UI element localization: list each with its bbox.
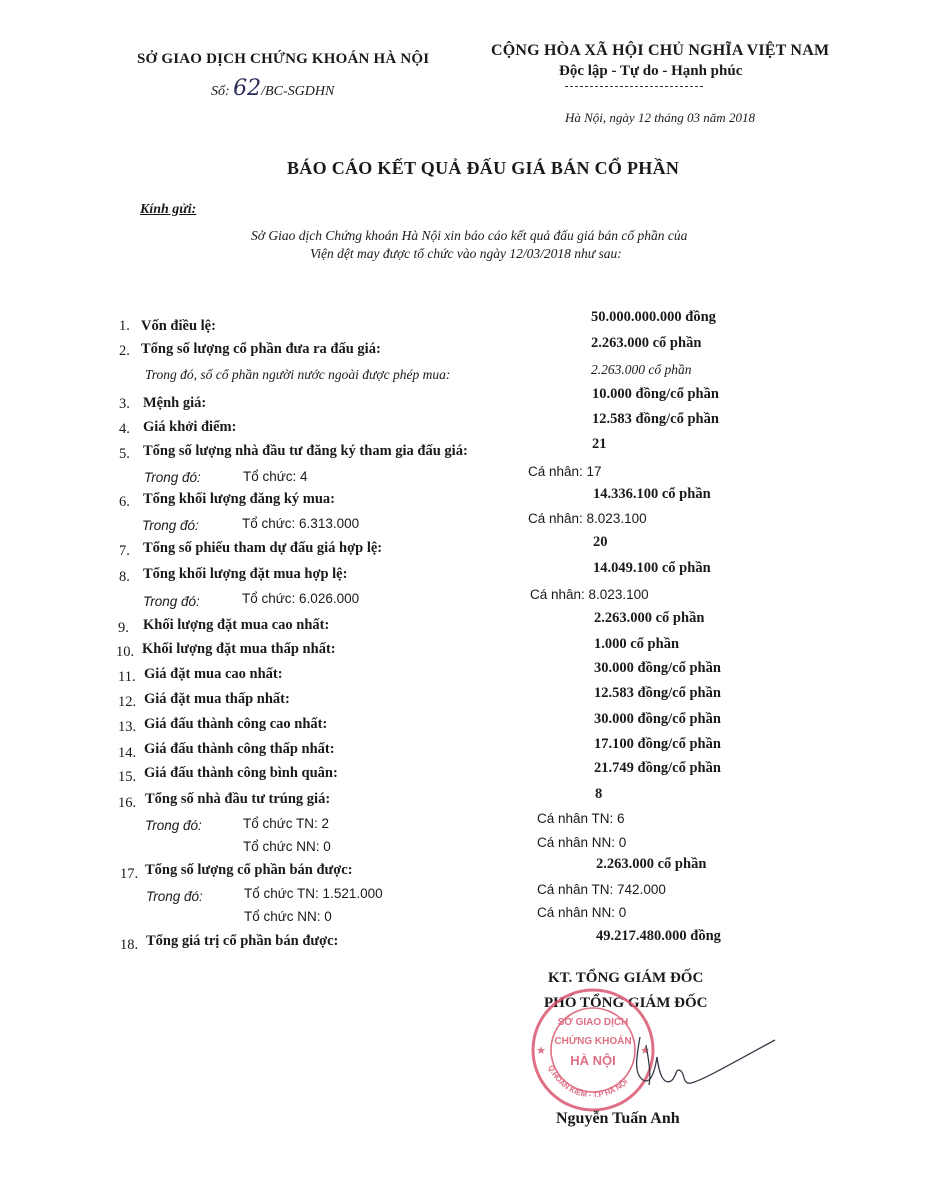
country-name: CỘNG HÒA XÃ HỘI CHỦ NGHĨA VIỆT NAM [491,42,830,59]
item-value: 12.583 đồng/cổ phần [594,685,721,701]
item-value: 14.049.100 cổ phần [593,560,711,576]
item-number: 10. [116,644,135,660]
item-label: Giá đấu thành công bình quân: [144,765,338,781]
intro-line-1: Sở Giao dịch Chứng khoán Hà Nội xin báo cáo kết quả đấu giá bán cổ phần của [251,228,688,243]
item-value: 17.100 đồng/cổ phần [594,736,721,752]
breakdown-individuals: Cá nhân TN: 6 [537,811,625,826]
document-number-suffix: /BC-SGDHN [261,84,335,99]
item-number: 11. [118,669,136,685]
item-value: 21.749 đồng/cổ phần [594,760,721,776]
item-value: 30.000 đồng/cổ phần [594,660,721,676]
item-number: 18. [120,937,139,953]
item-number: 5. [119,446,130,462]
document-number [211,76,334,101]
breakdown-prefix: Trong đó: [146,889,203,904]
item-number: 2. [119,343,130,359]
item-value: 49.217.480.000 đồng [596,928,721,944]
stamp-line-1: SỞ GIAO DỊCH [557,1017,629,1028]
breakdown-organizations: Tổ chức TN: 2 [243,816,330,831]
salutation: Kính gửi: [140,202,197,217]
item-number: 16. [118,795,137,811]
national-motto: Độc lập - Tự do - Hạnh phúc [559,63,743,79]
item-value: 10.000 đồng/cổ phần [592,386,719,402]
item-label: Tổng giá trị cổ phần bán được: [146,933,339,949]
breakdown-prefix: Trong đó: [145,818,202,833]
item-number: 6. [119,494,130,510]
organization-name: SỞ GIAO DỊCH CHỨNG KHOÁN HÀ NỘI [137,51,430,67]
item-label: Giá đặt mua cao nhất: [144,666,283,682]
breakdown-organizations: Tổ chức: 6.313.000 [242,516,360,531]
stamp-ring-text: Q.HOÀN KIẾM - T.P HÀ NỘI [546,1063,630,1100]
item-number: 15. [118,769,137,785]
item-label: Giá đấu thành công thấp nhất: [144,741,335,757]
item-number: 7. [119,543,130,559]
item-label: Tổng số lượng cổ phần bán được: [145,862,353,878]
item-label: Giá đấu thành công cao nhất: [144,716,328,732]
item-value: 20 [593,534,608,550]
item-label: Giá khởi điểm: [143,419,237,435]
item-value: 30.000 đồng/cổ phần [594,711,721,727]
breakdown-prefix: Trong đó: [144,470,201,485]
official-stamp [525,985,785,1120]
item-number: 14. [118,745,137,761]
item-number: 3. [119,396,130,412]
breakdown-prefix: Trong đó: [143,594,200,609]
motto-underline [565,86,703,87]
intro-line-2: Viện dệt may được tổ chức vào ngày 12/03/2018 như sau: [310,246,622,261]
stamp-line-2: CHỨNG KHOÁN [554,1036,632,1047]
item-label: Tổng khối lượng đăng ký mua: [143,491,336,507]
item-number: 13. [118,719,137,735]
item-label: Tổng số nhà đầu tư trúng giá: [145,791,331,807]
breakdown-organizations: Tổ chức: 6.026.000 [242,591,360,606]
item-sub-value: 2.263.000 cổ phần [591,362,692,377]
breakdown-individuals: Cá nhân TN: 742.000 [537,882,666,897]
item-value: 14.336.100 cổ phần [593,486,711,502]
item-number: 17. [120,866,139,882]
item-value: 2.263.000 cổ phần [596,856,707,872]
breakdown-prefix: Trong đó: [142,518,199,533]
breakdown-organizations: Tổ chức NN: 0 [244,909,332,924]
item-label: Khối lượng đặt mua thấp nhất: [142,641,336,657]
item-value: 2.263.000 cổ phần [594,610,705,626]
item-label: Tổng số lượng cổ phần đưa ra đấu giá: [141,341,381,357]
breakdown-organizations: Tổ chức TN: 1.521.000 [244,886,383,901]
breakdown-individuals: Cá nhân: 17 [528,464,602,479]
breakdown-individuals: Cá nhân NN: 0 [537,835,627,850]
item-label: Tổng số phiếu tham dự đấu giá hợp lệ: [143,540,383,556]
document-number-handwritten: 62 [233,76,262,101]
item-label: Khối lượng đặt mua cao nhất: [143,617,330,633]
signer-role-2: PHÓ TỔNG GIÁM ĐỐC [544,995,708,1011]
item-number: 12. [118,694,137,710]
place-date: Hà Nội, ngày 12 tháng 03 năm 2018 [565,110,755,125]
breakdown-individuals: Cá nhân: 8.023.100 [528,511,647,526]
breakdown-individuals: Cá nhân NN: 0 [537,905,627,920]
item-value: 1.000 cổ phần [594,636,680,652]
item-number: 8. [119,569,130,585]
item-value: 2.263.000 cổ phần [591,335,702,351]
signer-name: Nguyễn Tuấn Anh [556,1110,680,1127]
item-value: 8 [595,786,603,802]
breakdown-organizations: Tổ chức NN: 0 [243,839,331,854]
item-number: 1. [119,318,130,334]
item-number: 9. [118,620,129,636]
handwritten-signature [637,1037,775,1083]
item-value: 12.583 đồng/cổ phần [592,411,719,427]
stamp-line-3: HÀ NỘI [570,1053,616,1068]
document-title: BÁO CÁO KẾT QUẢ ĐẤU GIÁ BÁN CỔ PHẦN [287,158,680,178]
item-number: 4. [119,421,130,437]
item-label: Vốn điều lệ: [141,318,216,334]
document-number-prefix: Số: [211,84,230,99]
signer-role-1: KT. TỔNG GIÁM ĐỐC [548,970,704,986]
item-label: Mệnh giá: [143,395,207,411]
stamp-star-icon: ★ [536,1045,546,1057]
item-label: Giá đặt mua thấp nhất: [144,691,290,707]
breakdown-organizations: Tổ chức: 4 [243,469,308,484]
item-label: Tổng số lượng nhà đầu tư đăng ký tham gia đấu giá: [143,443,468,459]
breakdown-individuals: Cá nhân: 8.023.100 [530,587,649,602]
stamp-star-icon: ★ [640,1045,650,1057]
item-label: Tổng khối lượng đặt mua hợp lệ: [143,566,348,582]
item-sub-label: Trong đó, số cổ phần người nước ngoài được phép mua: [145,367,451,382]
item-value: 21 [592,436,607,452]
item-value: 50.000.000.000 đồng [591,309,716,325]
